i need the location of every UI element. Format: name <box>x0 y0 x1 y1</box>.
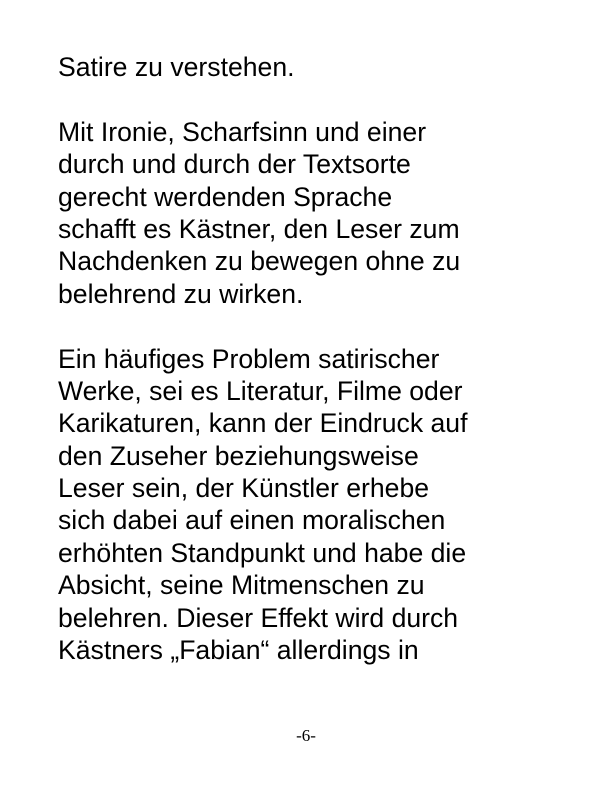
text-line: Absicht, seine Mitmenschen zu <box>58 570 425 601</box>
paragraph-gap <box>58 83 578 115</box>
text-line: durch und durch der Textsorte <box>58 149 411 180</box>
text-line: den Zuseher beziehungsweise <box>58 440 419 471</box>
paragraph <box>58 51 578 83</box>
text-line: Werke, sei es Literatur, Filme oder <box>58 375 463 406</box>
text-line: Satire zu verstehen. <box>58 52 295 82</box>
text-line: sich dabei auf einen moralischen <box>58 505 446 536</box>
text-line: gerecht werdenden Sprache <box>58 181 393 212</box>
text-line: Kästners „Fabian“ allerdings in <box>58 635 419 666</box>
paragraph-gap <box>58 310 578 342</box>
body-text <box>58 51 578 666</box>
text-line: schafft es Kästner, den Leser zum <box>58 213 460 244</box>
paragraph <box>58 116 578 310</box>
paragraph <box>58 343 578 667</box>
text-line: belehren. Dieser Effekt wird durch <box>58 602 459 633</box>
text-line: Leser sein, der Künstler erhebe <box>58 473 430 504</box>
text-line: belehrend zu wirken. <box>58 278 304 309</box>
text-line: Karikaturen, kann der Eindruck auf <box>58 408 468 439</box>
text-line: Mit Ironie, Scharfsinn und einer <box>58 116 427 147</box>
page-number: -6- <box>296 726 316 745</box>
text-line: Ein häufiges Problem satirischer <box>58 343 440 374</box>
text-line: erhöhten Standpunkt und habe die <box>58 537 467 568</box>
text-line: Nachdenken zu bewegen ohne zu <box>58 246 461 277</box>
